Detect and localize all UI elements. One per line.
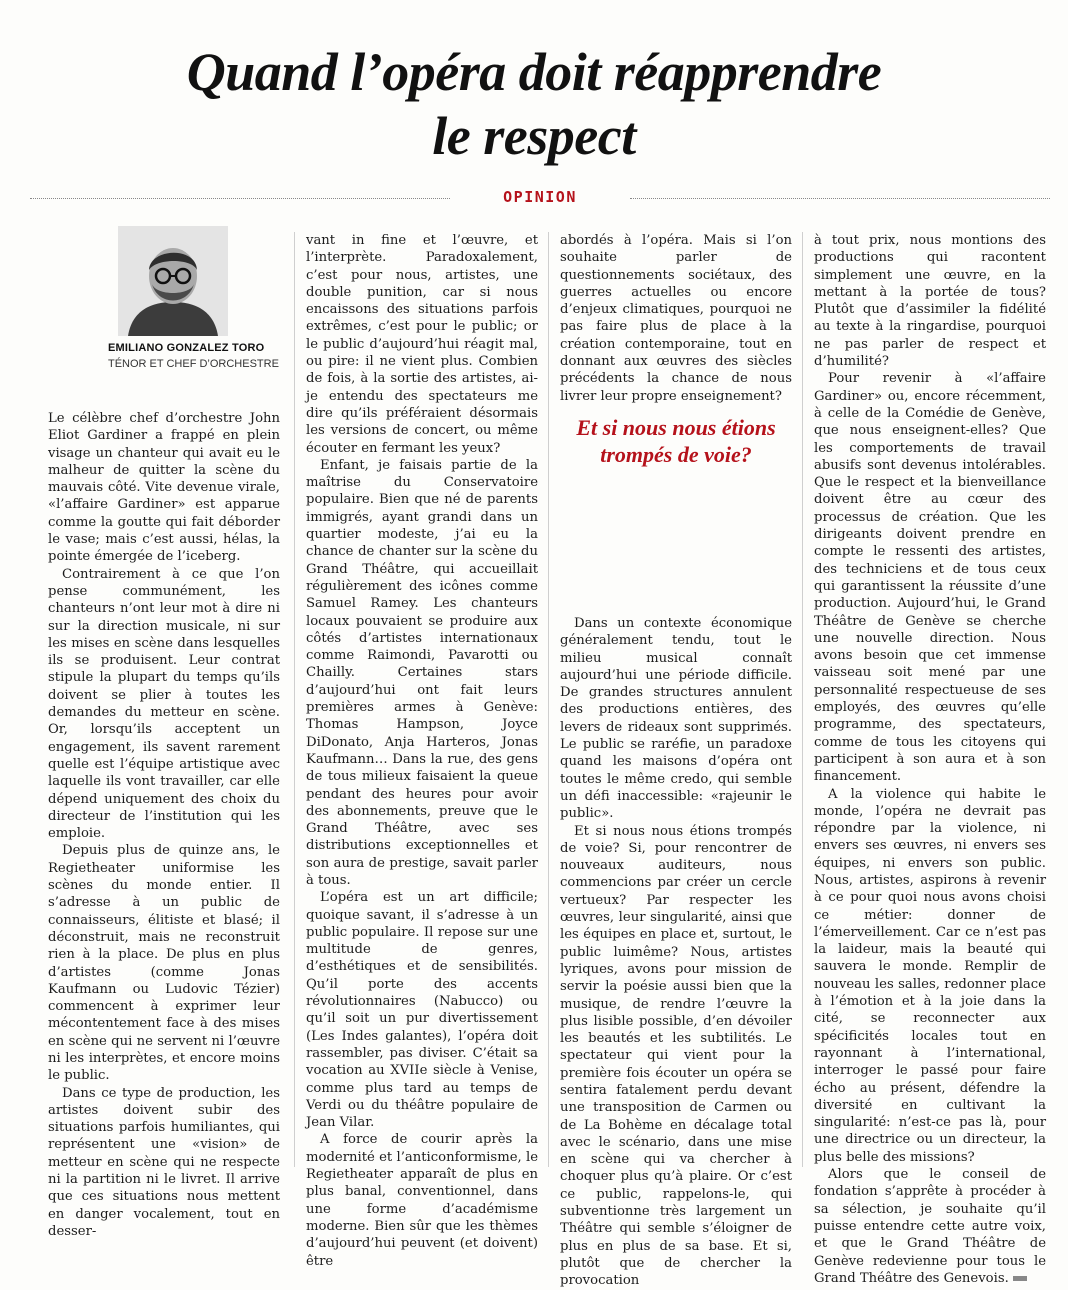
headline	[0, 40, 1068, 168]
pullquote: Et si nous nous étions trompés de voie?	[576, 415, 776, 467]
paragraph: Contrairement à ce que l’on pense communément, les chanteurs n’ont leur mot à dire ni sur la direction musicale, ni sur les mises en scène dans lesquelles ils se produisent. Leur contrat stipule la plupart du temps qu’ils doivent se plier à toutes les demandes du metteur en scène. Or, lorsqu’ils acceptent un engagement, ils savent rarement quelle est l’équipe artistique avec laquelle ils vont travailler, car elle dépend uniquement des choix du directeur de l’institution qui les emploie.	[48, 566, 280, 842]
paragraph: vant in fine et l’œuvre, et l’interprète. Paradoxalement, c’est pour nous, artistes, une double punition, car si nous encaissons des situations parfois extrêmes, c’est pour le public; or le public d’aujourd’hui réagit mal, ou pire: il ne vient plus. Combien de fois, à la sortie des artistes, ai-je entendu des spectateurs me dire qu’ils préféraient désormais les versions de concert, ou même écouter en fermant les yeux?	[306, 233, 538, 456]
paragraph: à tout prix, nous montions des productions qui racontent simplement une œuvre, en la mettant à la portée de tous? Plutôt que d’assimiler la fidélité au texte à la ringardise, pourquoi ne pas parler de respect et d’humilité?	[814, 233, 1046, 370]
column-4	[814, 232, 1046, 1286]
rubric-rule-right	[630, 198, 1050, 199]
author-name: EMILIANO GONZALEZ TORO	[108, 342, 265, 354]
end-mark	[1013, 1276, 1027, 1281]
paragraph: Enfant, je faisais partie de la maîtrise du Conservatoire populaire. Bien que né de parents immigrés, ayant grandi dans un quartier modeste, j’ai eu la chance de chanter sur la scène du Grand Théâtre, qui accueillait régulièrement des icônes comme Samuel Ramey. Les chanteurs locaux pouvaient se produire aux côtés d’artistes internationaux comme Raimondi, Pavarotti ou Chailly. Certaines stars d’aujourd’hui ont fait leurs premières armes à Genève: Thomas Hampson, Joyce DiDonato, Anja Harteros, Jonas Kaufmann… Dans la rue, des gens de tous milieux faisaient la queue pendant des heures pour avoir des abonnements, preuve que le Grand Théâtre, avec ses distributions exceptionnelles et son aura de prestige, savait parler à tous.	[306, 457, 538, 888]
paragraph: A force de courir après la modernité et l’anticonformisme, le Regietheater apparaît de plus en plus banal, conventionnel, dans une forme d’académisme moderne. Bien sûr que les thèmes d’aujourd’hui peuvent (et doivent) être	[306, 1132, 538, 1269]
rubric-rule-left	[30, 198, 450, 199]
paragraph: Dans un contexte économique généralement tendu, tout le milieu musical connaît aujourd’hui une période difficile. De grandes structures annulent des productions entières, des levers de rideaux sont supprimés. Le public se raréfie, un paradoxe quand les maisons d’opéra ont toutes le même credo, qui semble un défi inaccessible: «rajeunir le public».	[560, 615, 792, 822]
paragraph: Dans ce type de production, les artistes doivent subir des situations parfois humiliantes, qui représentent une «vision» de metteur en scène qui ne respecte ni la partition ni le livret. Il arrive que ces situations nous mettent en danger vocalement, tout en desser-	[48, 1085, 280, 1239]
paragraph: Pour revenir à «l’affaire Gardiner» ou, encore récemment, à celle de la Comédie de Genève, que nous enseignent-elles? Que les comportements de travail abusifs sont devenus intolérables. Que le respect et la bienveillance doivent être au cœur des processus de création. Que les dirigeants doivent prendre en compte le ressenti des artistes, des techniciens et de tous ceux qui garantissent la réussite d’une production. Aujourd’hui, le Grand Théâtre de Genève se cherche une nouvelle direction. Nous avons besoin que cet immense vaisseau soit mené par une personnalité respectueuse de ses employés, des œuvres qu’elle programme, des spectateurs, comme de tous les citoyens qui participent à son aura et à son financement.	[814, 371, 1046, 785]
paragraph: A la violence qui habite le monde, l’opéra ne devrait pas répondre par la violence, ni envers ses œuvres, ni envers ses équipes, ni envers son public. Nous, artistes, aspirons à revenir à ce pour quoi nous avons choisi ce métier: donner de l’émerveillement. Car ce n’est pas la laideur, mais la beauté qui sauvera le monde. Remplir de nouveau les salles, redonner place à l’émotion et à la joie dans la cité, se reconnecter aux spécificités locales tout en rayonnant à l’international, interroger le passé pour faire écho au présent, défendre la diversité en cultivant la singularité: n’est-ce pas là, pour une directrice ou un directeur, la plus belle des missions?	[814, 786, 1046, 1165]
paragraph: Depuis plus de quinze ans, le Regietheater uniformise les scènes du monde entier. Il s’adresse à un public de connaisseurs, élitiste et blasé; il déconstruit, mais ne reconstruit rien à la place. De plus en plus d’artistes (comme Jonas Kaufmann ou Ludovic Tézier) commencent à exprimer leur mécontentement face à des mises en scène qui ne servent ni l’œuvre ni les interprètes, et encore moins le public.	[48, 843, 280, 1084]
paragraph: abordés à l’opéra. Mais si l’on souhaite parler de questionnements sociétaux, des guerres actuelles ou encore d’enjeux climatiques, pourquoi ne pas faire plus de place à la création contemporaine, tout en donnant aux œuvres des siècles précédents la chance de nous livrer leur propre enseignement?	[560, 233, 792, 404]
rubric-label: OPINION	[503, 188, 577, 206]
paragraph: L’opéra est un art difficile; quoique savant, il s’adresse à un public populaire. Il repose sur une multitude de genres, d’esthétiques et de sensibilités. Qu’il porte des accents révolutionnaires (Nabucco) ou qu’il soit un pur divertissement (Les Indes galantes), l’opéra doit rassembler, pas diviser. C’était sa vocation au XVIIe siècle à Venise, comme plus tard au temps de Verdi ou du théâtre populaire de Jean Vilar.	[306, 890, 538, 1131]
column-divider	[548, 232, 549, 1167]
paragraph: Et si nous nous étions trompés de voie? Si, pour rencontrer de nouveaux auditeurs, nous commencions par créer un cercle vertueux? Par respecter les œuvres, leur singularité, ainsi que les équipes en place et, surtout, le public luimême? Nous, artistes lyriques, avons pour mission de servir la poésie aussi bien que la musique, de rendre l’œuvre la plus lisible possible, d’en dévoiler les beautés et les subtilités. Le spectateur qui vient pour la première fois écouter un opéra se sentira fatalement perdu devant une transposition de Carmen ou de La Bohème en décalage total avec le scénario, dans une mise en scène qui va chercher à choquer plus qu’à plaire. Or c’est ce public, rappelons-le, qui subventionne très largement un Théâtre qui semble s’éloigner de plus en plus de sa base. Et si, plutôt que de chercher la provocation	[560, 823, 792, 1289]
portrait-icon	[118, 226, 228, 336]
column-2	[306, 232, 538, 1269]
headline-line-2: le respect	[432, 106, 636, 166]
author-portrait	[118, 226, 228, 336]
paragraph: Alors que le conseil de fondation s’apprête à procéder à sa sélection, je souhaite qu’il puisse entendre cette autre voix, et que le Grand Théâtre de Genève redevienne pour tous le Grand Théâtre des Genevois.	[814, 1167, 1046, 1286]
headline-line-1: Quand l’opéra doit réapprendre	[186, 42, 882, 102]
rubric	[30, 186, 1050, 210]
paragraph: Le célèbre chef d’orchestre John Eliot Gardiner a frappé en plein visage un chanteur qui avait eu le malheur de quitter la scène du mauvais côté. Vite devenue virale, «l’affaire Gardiner» est apparue comme la goutte qui fait déborder le vase; mais c’est aussi, hélas, la pointe émergée de l’iceberg.	[48, 411, 280, 565]
column-divider	[802, 232, 803, 1167]
column-1	[48, 410, 280, 1239]
author-role: TÉNOR ET CHEF D’ORCHESTRE	[108, 358, 279, 370]
column-3	[560, 232, 792, 1289]
column-divider	[294, 232, 295, 1167]
